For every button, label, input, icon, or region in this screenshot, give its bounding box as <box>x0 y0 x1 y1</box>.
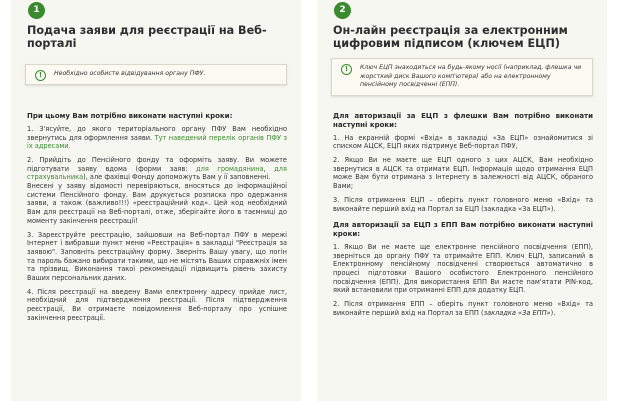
left-steps-heading: При цьому Вам потрібно виконати наступні кроки: <box>27 112 233 120</box>
right-notice <box>331 58 593 96</box>
left-step-4: 4. Після реєстрації на введену Вами електронну адресу прийде лист, необхідний для підтвердження реєстрації. Після підтвердження реєстрації, Ви отримаєте повідомлення Веб-порталу про успішне закінчення реєстрації. <box>27 287 287 322</box>
step-number-badge: 2 <box>334 2 351 19</box>
info-icon: ! <box>341 64 352 75</box>
right-notice-text: Ключ ЕЦП знаходиться на будь-якому носії (наприклад, флешка чи жорсткий диск Вашого комп'ютера) або на електронному пенсійному посвідченні (ЕПП). <box>360 64 582 89</box>
step-number-badge: 1 <box>28 2 45 19</box>
left-body <box>27 112 287 328</box>
flash-heading: Для авторизації за ЕЦП з флешки Вам потрібно виконати наступні кроки: <box>333 112 593 129</box>
left-panel <box>11 0 301 401</box>
left-step-2-sep: , <box>263 164 275 173</box>
left-title: Подача заяви для реєстрації на Веб-порталі <box>27 24 267 50</box>
right-panel <box>317 0 607 401</box>
flash-step-1: 1. На екранній формі «Вхід» в закладці «За ЕЦП» ознайомитися зі списком АЦСК, ЕЦП яких підтримує Веб-портал ПФУ, <box>333 133 593 151</box>
flash-step-2: 2. Якщо Ви не маєте ще ЕЦП одного з цих АЦСК, Вам необхідно звернутися в АЦСК та отримати ЕЦП. Інформація щодо отримання ЕЦП може Вам бути отримана з Інтернету в залежності від АЦСК, обраного Вами; <box>333 156 593 191</box>
left-step-2-text-a: 2. Прийдіть до Пенсійного фонду та оформіть заяву. Ви можете підготувати заяву вдома (форми заяв: <box>27 155 287 173</box>
flash-step-3: 3. Після отримання ЕЦП – оберіть пункт головного меню «Вхід» та виконайте перший вхід на Портал за ЕЦП (закладка «За ЕЦП»). <box>333 195 593 213</box>
left-step-3: 3. Зареєструйте реєстрацію, зайшовши на Веб-портал ПФУ в мережі Інтернет і вибравши пункт меню «Реєстрація» в закладці "Реєстрація за заявою". Заповніть реєстраційну форму. Зверніть Вашу увагу, що логін та пароль бажано вибирати такими, що не містять Ваших справжніх імен та прізвищ. Виконання такої рекомендації підвищить рівень захисту Ваших персональних даних. <box>27 230 287 283</box>
epp-step-2-tab: закладка «За ЕПП» <box>483 308 551 317</box>
epp-heading: Для авторизації за ЕЦП з ЕПП Вам потрібно виконати наступні кроки: <box>333 221 593 239</box>
left-step-2-text-c: Внесені у заяву відомості перевіряються, вносяться до інформаційної системи Пенсійного фонду. Вам друкується розписка про одержання заяви, а також (важливо!!!) «реєстраційний код». Цей код необхідний Вам для реєстрації на Веб-порталі, отже, зберігайте його в таємниці до моменту закінчення реєстрації! <box>27 182 287 225</box>
right-title: Он-лайн реєстрація за електронним цифровим підписом (ключем ЕЦП) <box>333 24 568 50</box>
left-step-1 <box>27 125 287 151</box>
epp-step-2 <box>333 300 593 317</box>
pfu-offices-link[interactable]: Тут наведений перелік органів ПФУ з їх адресами. <box>27 133 287 151</box>
left-notice-text: Необхідно особисте відвідування органу ПФУ. <box>54 70 206 77</box>
info-icon: ! <box>35 70 46 81</box>
epp-step-2-text-a: 2. Після отримання ЕПП – оберіть пункт головного меню «Вхід» та виконайте перший вхід на Портал за ЕПП ( <box>333 300 593 317</box>
left-notice <box>25 64 287 85</box>
insurer-form-link[interactable]: для страхувальника <box>27 164 287 182</box>
left-step-2-text-b: ), але фахівці Фонду допоможуть Вам у її заповненні. <box>83 173 271 182</box>
epp-step-1: 1. Якщо Ви не маєте ще електронне пенсійного посвідчення (ЕПП), зверніться до органу ПФУ та отримайте ЕПП. Ключ ЕЦП, записаний в Електронному пенсійному посвідченні створюється автоматично в процесі підготовки Вашого особистого Електронного пенсійного посвідчення (ЕПП). Для використання ЕПП Ви маєте пам'ятати PIN-код, який встановили при отриманні ЕПП для додатку ЕЦП. <box>333 242 593 295</box>
left-step-2 <box>27 156 287 226</box>
epp-step-2-text-b: ). <box>550 308 556 317</box>
right-body <box>333 112 593 322</box>
left-step-1-text: 1. З'ясуйте, до якого територіального органу ПФУ Вам необхідно звернутись для оформлення заяви. <box>27 124 287 142</box>
citizen-form-link[interactable]: для громадянина <box>196 164 264 173</box>
